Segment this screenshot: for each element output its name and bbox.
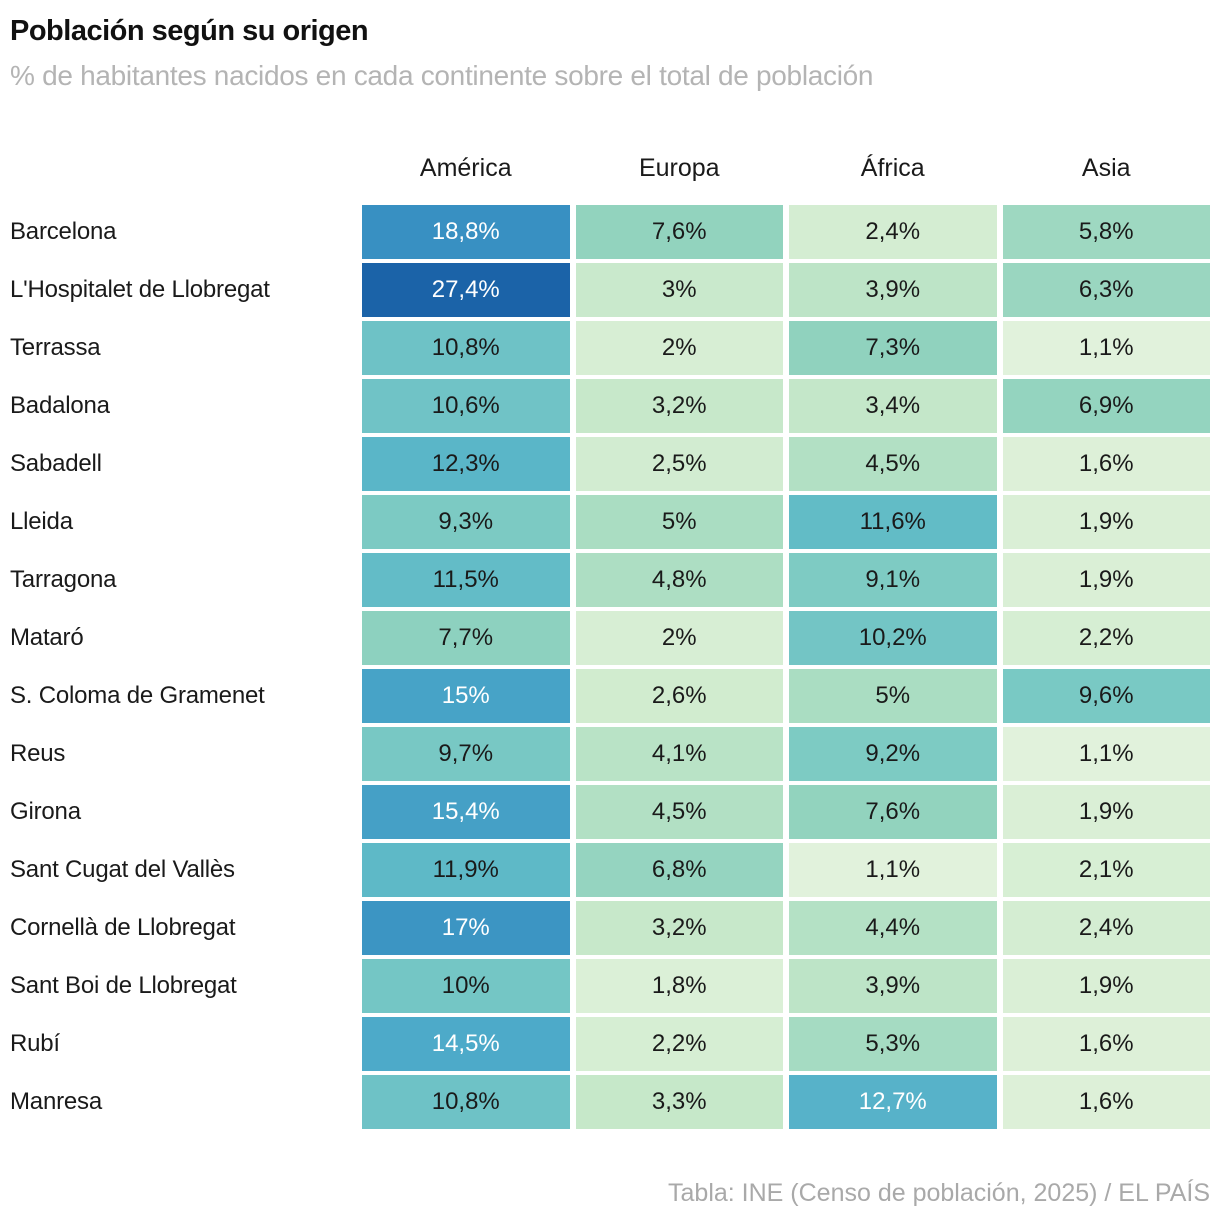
row-label: Sant Cugat del Vallès xyxy=(10,855,235,883)
row-label: Girona xyxy=(10,797,81,825)
heatmap-cell: 7,3% xyxy=(789,321,997,375)
heatmap-cell: 1,9% xyxy=(1003,785,1211,839)
heatmap-cell: 3,4% xyxy=(789,379,997,433)
heatmap-cell: 5% xyxy=(789,669,997,723)
heatmap-cell: 1,9% xyxy=(1003,959,1211,1013)
row-label: Cornellà de Llobregat xyxy=(10,913,236,941)
heatmap-cell: 6,8% xyxy=(576,843,784,897)
heatmap-cell: 3,9% xyxy=(789,263,997,317)
page-title: Población según su origen xyxy=(10,15,369,47)
heatmap-cell: 17% xyxy=(362,901,570,955)
heatmap-cell: 5% xyxy=(576,495,784,549)
heatmap-cell: 1,6% xyxy=(1003,1017,1211,1071)
heatmap-cell: 9,6% xyxy=(1003,669,1211,723)
heatmap-table xyxy=(10,149,1210,1129)
heatmap-cell: 2% xyxy=(576,611,784,665)
heatmap-cell: 4,4% xyxy=(789,901,997,955)
heatmap-cell: 2,1% xyxy=(1003,843,1211,897)
heatmap-cell: 3,9% xyxy=(789,959,997,1013)
heatmap-cell: 18,8% xyxy=(362,205,570,259)
heatmap-cell: 6,9% xyxy=(1003,379,1211,433)
heatmap-cell: 5,8% xyxy=(1003,205,1211,259)
heatmap-cell: 2% xyxy=(576,321,784,375)
heatmap-cell: 11,5% xyxy=(362,553,570,607)
heatmap-cell: 2,6% xyxy=(576,669,784,723)
row-label: Sant Boi de Llobregat xyxy=(10,971,237,999)
column-header-europa: Europa xyxy=(638,154,720,183)
heatmap-cell: 7,6% xyxy=(576,205,784,259)
column-header-america: América xyxy=(419,154,512,183)
row-label: Reus xyxy=(10,739,66,767)
heatmap-cell: 4,5% xyxy=(576,785,784,839)
column-header-africa: África xyxy=(860,154,925,183)
heatmap-cell: 3% xyxy=(576,263,784,317)
heatmap-cell: 4,8% xyxy=(576,553,784,607)
heatmap-cell: 2,4% xyxy=(789,205,997,259)
header-spacer xyxy=(10,149,356,201)
row-label: S. Coloma de Gramenet xyxy=(10,681,265,709)
page-subtitle: % de habitantes nacidos en cada continente sobre el total de población xyxy=(10,59,874,91)
heatmap-cell: 10,6% xyxy=(362,379,570,433)
heatmap-cell: 4,1% xyxy=(576,727,784,781)
row-label: Lleida xyxy=(10,507,73,535)
heatmap-cell: 2,2% xyxy=(1003,611,1211,665)
heatmap-cell: 15% xyxy=(362,669,570,723)
heatmap-cell: 7,7% xyxy=(362,611,570,665)
row-label: Terrassa xyxy=(10,333,101,361)
row-label: Barcelona xyxy=(10,217,117,245)
heatmap-cell: 11,6% xyxy=(789,495,997,549)
row-label: Mataró xyxy=(10,623,84,651)
heatmap-cell: 1,6% xyxy=(1003,437,1211,491)
heatmap-cell: 3,2% xyxy=(576,901,784,955)
row-label: Badalona xyxy=(10,391,110,419)
row-label: L'Hospitalet de Llobregat xyxy=(10,275,270,303)
heatmap-cell: 9,2% xyxy=(789,727,997,781)
heatmap-cell: 15,4% xyxy=(362,785,570,839)
row-label: Sabadell xyxy=(10,449,102,477)
heatmap-cell: 11,9% xyxy=(362,843,570,897)
row-label: Manresa xyxy=(10,1087,102,1115)
heatmap-cell: 10,8% xyxy=(362,321,570,375)
heatmap-cell: 12,3% xyxy=(362,437,570,491)
heatmap-cell: 10,2% xyxy=(789,611,997,665)
column-header-asia: Asia xyxy=(1081,154,1131,183)
row-label: Rubí xyxy=(10,1029,60,1057)
heatmap-cell: 4,5% xyxy=(789,437,997,491)
heatmap-cell: 5,3% xyxy=(789,1017,997,1071)
heatmap-cell: 7,6% xyxy=(789,785,997,839)
heatmap-cell: 10% xyxy=(362,959,570,1013)
heatmap-cell: 9,7% xyxy=(362,727,570,781)
heatmap-cell: 12,7% xyxy=(789,1075,997,1129)
heatmap-cell: 6,3% xyxy=(1003,263,1211,317)
heatmap-cell: 1,6% xyxy=(1003,1075,1211,1129)
heatmap-cell: 1,8% xyxy=(576,959,784,1013)
heatmap-cell: 9,1% xyxy=(789,553,997,607)
heatmap-cell: 1,1% xyxy=(789,843,997,897)
row-label: Tarragona xyxy=(10,565,117,593)
heatmap-cell: 10,8% xyxy=(362,1075,570,1129)
heatmap-cell: 14,5% xyxy=(362,1017,570,1071)
heatmap-cell: 3,2% xyxy=(576,379,784,433)
heatmap-cell: 9,3% xyxy=(362,495,570,549)
heatmap-cell: 1,9% xyxy=(1003,495,1211,549)
heatmap-cell: 2,4% xyxy=(1003,901,1211,955)
heatmap-cell: 1,9% xyxy=(1003,553,1211,607)
heatmap-cell: 1,1% xyxy=(1003,727,1211,781)
heatmap-cell: 27,4% xyxy=(362,263,570,317)
heatmap-cell: 2,2% xyxy=(576,1017,784,1071)
heatmap-cell: 1,1% xyxy=(1003,321,1211,375)
source-credit: Tabla: INE (Censo de población, 2025) / EL PAÍS xyxy=(668,1178,1210,1207)
heatmap-cell: 3,3% xyxy=(576,1075,784,1129)
heatmap-cell: 2,5% xyxy=(576,437,784,491)
